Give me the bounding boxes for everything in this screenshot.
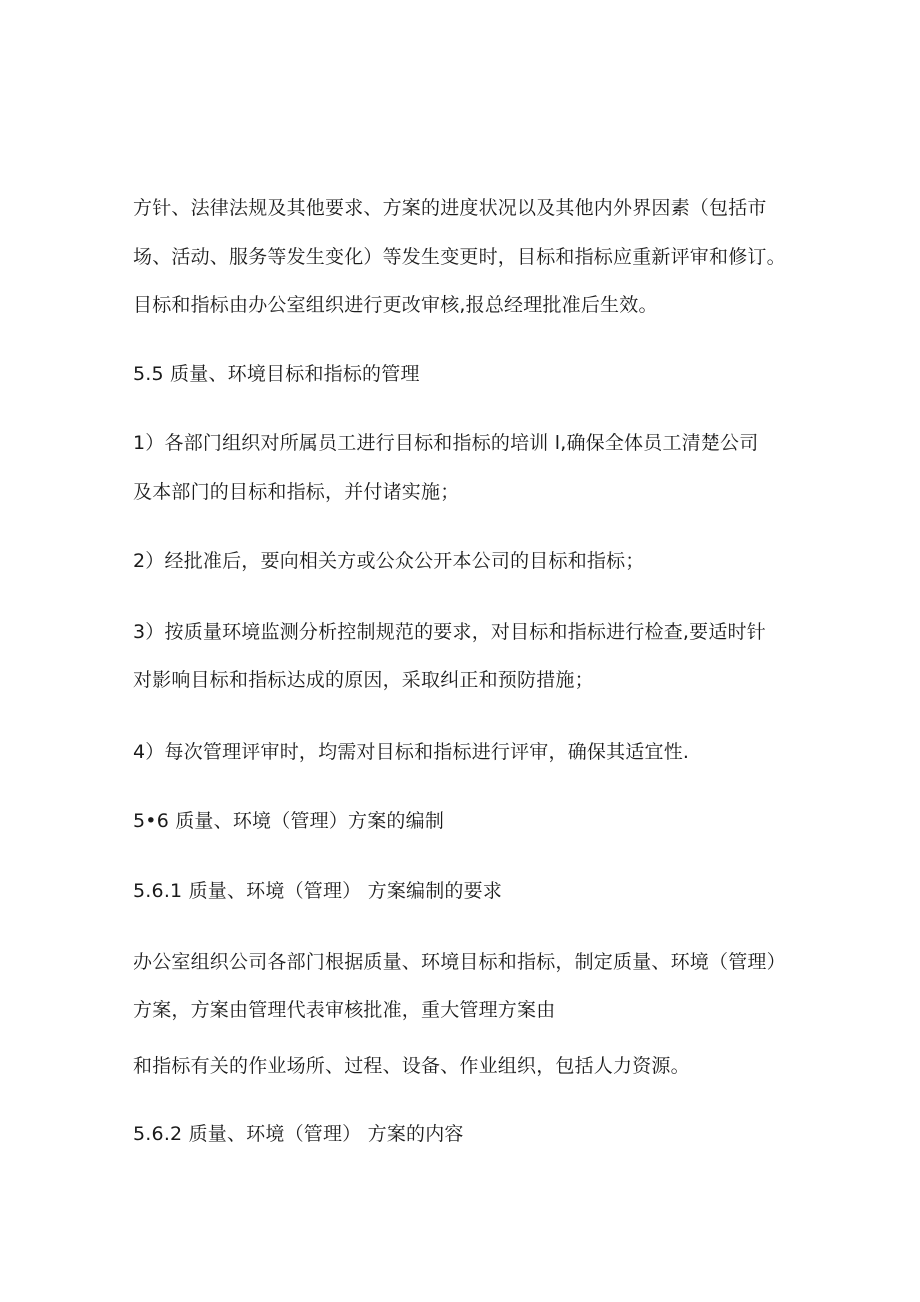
heading-5-6: 5•6 质量、环境（管理）方案的编制 bbox=[133, 810, 445, 832]
para2-line2: 方案，方案由管理代表审核批准，重大管理方案由 bbox=[133, 999, 556, 1021]
item2: 2）经批准后，要向相关方或公众公开本公司的目标和指标； bbox=[133, 550, 645, 572]
item3-line1: 3）按质量环境监测分析控制规范的要求，对目标和指标进行检查,要适时针 bbox=[133, 621, 766, 643]
heading-5-6-2: 5.6.2 质量、环境（管理） 方案的内容 bbox=[133, 1123, 464, 1145]
item4: 4）每次管理评审时，均需对目标和指标进行评审，确保其适宜性. bbox=[133, 741, 690, 763]
para2-line1: 办公室组织公司各部门根据质量、环境目标和指标，制定质量、环境（管理） bbox=[133, 951, 786, 973]
para2-line3: 和指标有关的作业场所、过程、设备、作业组织，包括人力资源。 bbox=[133, 1055, 690, 1077]
para1-line1: 方针、法律法规及其他要求、方案的进度状况以及其他内外界因素（包括市 bbox=[133, 197, 767, 219]
item3-line2: 对影响目标和指标达成的原因，采取纠正和预防措施； bbox=[133, 669, 594, 691]
para1-line2: 场、活动、服务等发生变化）等发生变更时，目标和指标应重新评审和修订。 bbox=[133, 246, 786, 268]
para1-line3: 目标和指标由办公室组织进行更改审核,报总经理批准后生效。 bbox=[133, 294, 658, 316]
heading-5-5: 5.5 质量、环境目标和指标的管理 bbox=[133, 363, 420, 385]
item1-line1: 1）各部门组织对所属员工进行目标和指标的培训 l,确保全体员工清楚公司 bbox=[133, 432, 759, 454]
heading-5-6-1: 5.6.1 质量、环境（管理） 方案编制的要求 bbox=[133, 880, 503, 902]
item1-line2: 及本部门的目标和指标，并付诸实施； bbox=[133, 481, 460, 503]
